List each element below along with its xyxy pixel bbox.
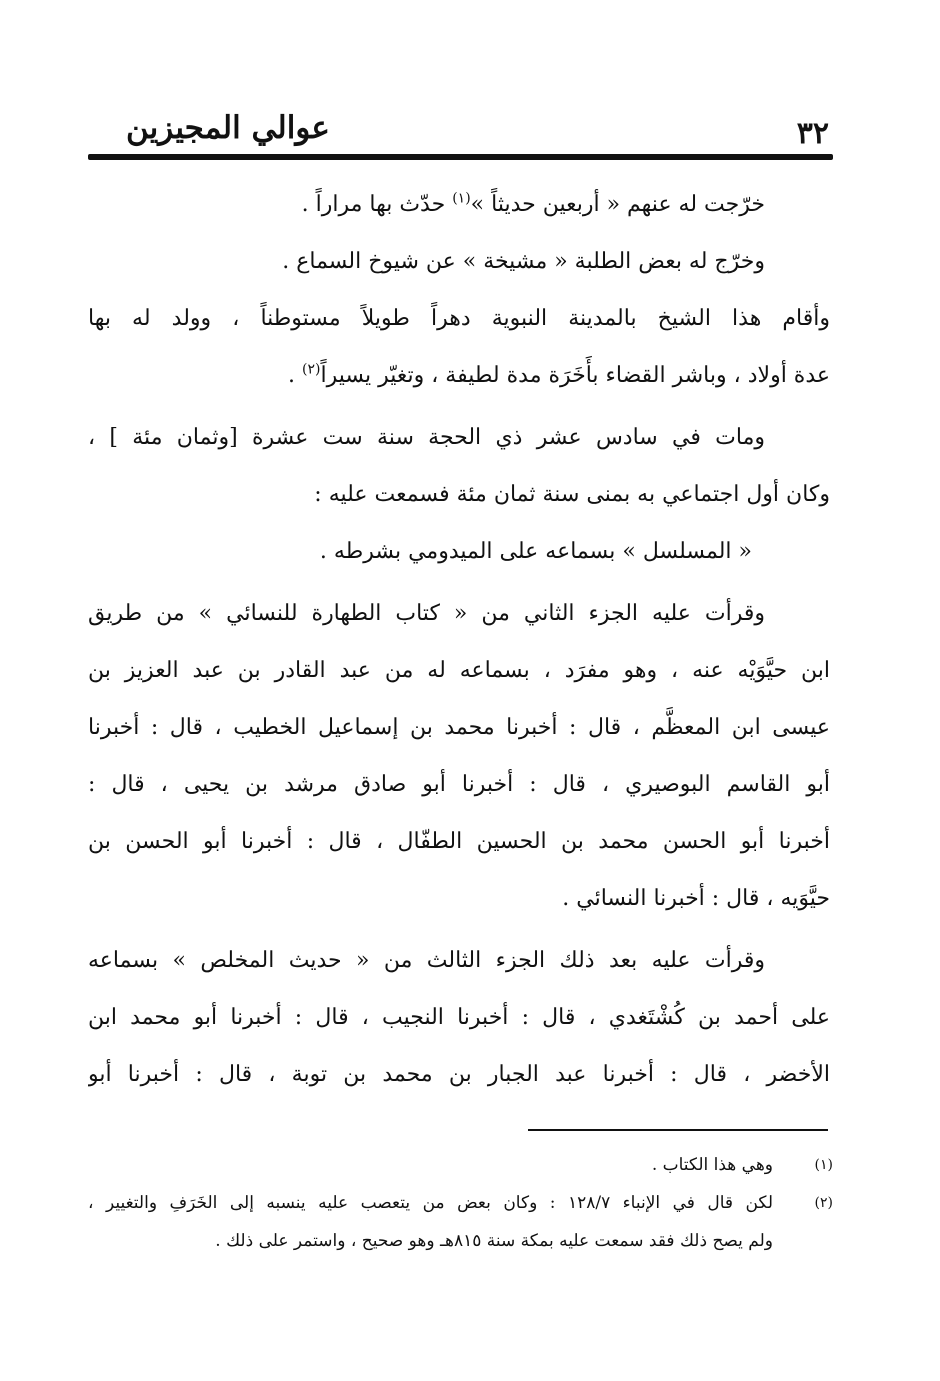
header-rule xyxy=(88,154,833,160)
footnote-text: لكن قال في الإنباء ١٢٨/٧ : وكان بعض من يتعصب عليه ينسبه إلى الخَرَفِ والتغيير ، xyxy=(88,1193,773,1213)
text-line: وقرأت عليه الجزء الثاني من « كتاب الطهارة للنسائي » من طريق xyxy=(88,601,765,626)
text-line: الأخضر ، قال : أخبرنا عبد الجبار بن محمد بن توبة ، قال : أخبرنا أبو xyxy=(88,1062,830,1087)
text-line: وخرّج له بعض الطلبة « مشيخة » عن شيوخ السماع . xyxy=(282,249,765,274)
text-line: « المسلسل » بسماعه على الميدومي بشرطه . xyxy=(319,539,752,564)
footnote-marker: (١) xyxy=(814,1157,833,1173)
footnote-text: ولم يصح ذلك فقد سمعت عليه بمكة سنة ٨١٥هـ وهو صحيح ، واستمر على ذلك . xyxy=(215,1231,773,1251)
page-number: ٣٢ xyxy=(796,116,829,151)
text-line: وكان أول اجتماعي به بمنى سنة ثمان مئة فسمعت عليه : xyxy=(314,482,830,507)
text-line: خرّجت له عنهم « أربعين حديثاً »$^{(١)}$ حدّث بها مراراً . xyxy=(301,190,765,217)
footnote-reference: (٢) xyxy=(301,361,321,378)
page-header xyxy=(88,108,833,158)
text-line: عيسى ابن المعظَّم ، قال : أخبرنا محمد بن إسماعيل الخطيب ، قال : أخبرنا xyxy=(88,715,830,740)
footnotes xyxy=(88,1146,833,1260)
footnote-marker: (٢) xyxy=(814,1195,833,1211)
footnote-separator xyxy=(528,1129,828,1131)
text-line: أخبرنا أبو الحسن محمد بن الحسين الطفّال ، قال : أخبرنا أبو الحسن بن xyxy=(88,829,830,854)
text-line: وأقام هذا الشيخ بالمدينة النبوية دهراً طويلاً مستوطناً ، وولد له بها xyxy=(88,306,830,331)
text-line: حيَّوَيه ، قال : أخبرنا النسائي . xyxy=(562,886,830,911)
text-line: أبو القاسم البوصيري ، قال : أخبرنا أبو صادق مرشد بن يحيى ، قال : xyxy=(88,772,830,797)
footnote-text: وهي هذا الكتاب . xyxy=(651,1155,773,1175)
main-text xyxy=(88,176,830,1103)
footnote-reference: (١) xyxy=(452,190,471,207)
text-line: ومات في سادس عشر ذي الحجة سنة ست عشرة [وثمان مئة ] ، xyxy=(88,425,765,450)
text-line: وقرأت عليه بعد ذلك الجزء الثالث من « حديث المخلص » بسماعه xyxy=(88,948,765,973)
footnote-1 xyxy=(88,1146,833,1184)
text-line: على أحمد بن كُشْتَغدي ، قال : أخبرنا النجيب ، قال : أخبرنا أبو محمد ابن xyxy=(88,1005,830,1030)
footnote-2 xyxy=(88,1184,833,1260)
text-line: عدة أولاد ، وباشر القضاء بأَخَرَة مدة لطيفة ، وتغيّر يسيراً$^{(٢)}$ . xyxy=(287,361,830,388)
running-title: عوالي المجيزين xyxy=(126,110,330,146)
text-line: ابن حيَّوَيْه عنه ، وهو مفرَد ، بسماعه له من عبد القادر بن عبد العزيز بن xyxy=(88,658,830,683)
